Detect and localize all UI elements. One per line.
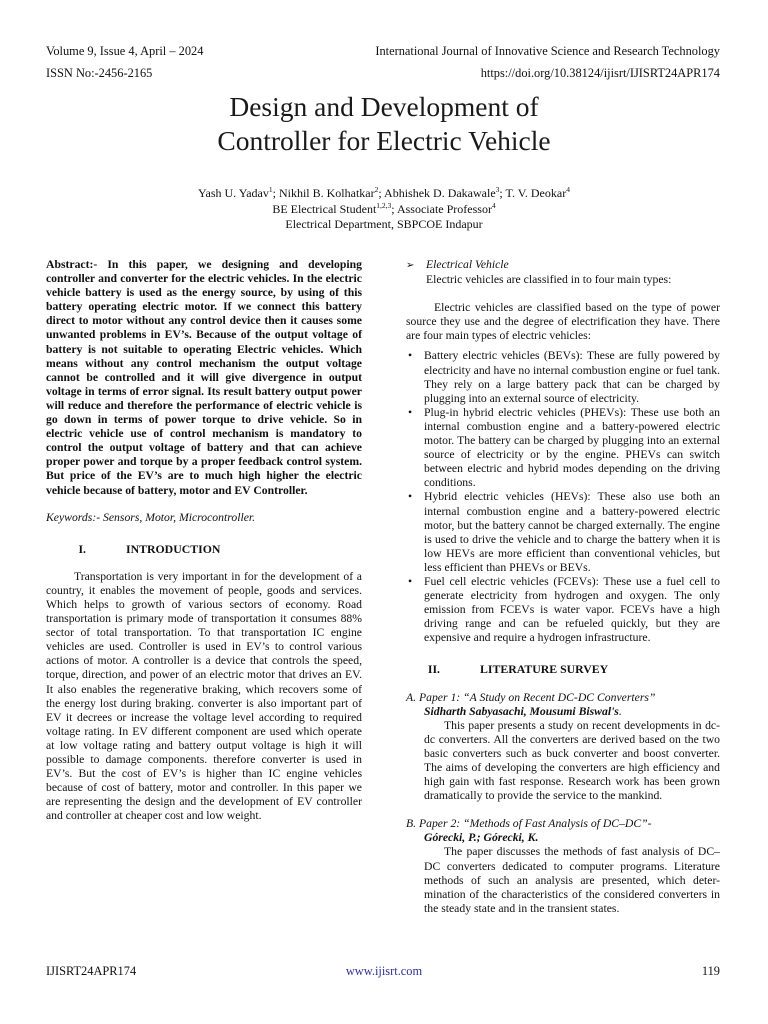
author-name: ; Abhishek D. Dakawale	[378, 186, 496, 200]
paper-2-authors: Górecki, P.; Górecki, K.	[424, 831, 539, 845]
author-sup: 3	[495, 185, 500, 194]
arrow-bullet-icon: ➢	[406, 260, 415, 271]
issn: ISSN No:-2456-2165	[46, 66, 153, 80]
list-item	[406, 349, 720, 405]
journal-name: International Journal of Innovative Science and Research Technology	[375, 44, 720, 58]
paper-1-author-end: .	[618, 704, 622, 718]
paper-1-label: A. Paper 1: “A Study on Recent DC-DC Converters”	[406, 690, 656, 704]
section-number: II.	[427, 662, 440, 677]
author-block	[0, 186, 768, 233]
list-item	[406, 490, 720, 575]
author-sup: 1	[268, 185, 273, 194]
paper-title	[0, 90, 768, 158]
volume-info: Volume 9, Issue 4, April – 2024	[46, 44, 204, 58]
bullet-icon: •	[408, 574, 413, 588]
author-name: ; T. V. Deokar	[499, 186, 567, 200]
section-heading-literature-survey	[406, 662, 720, 676]
keywords: Keywords:- Sensors, Motor, Microcontroller.	[46, 510, 256, 524]
bullet-icon: •	[408, 490, 413, 504]
right-column	[406, 258, 720, 916]
section-title: LITERATURE SURVEY	[480, 662, 609, 677]
ev-heading	[406, 258, 720, 273]
footer-site-link[interactable]: www.ijisrt.com	[345, 964, 423, 978]
role-text: ; Associate Professor	[391, 201, 492, 216]
author-name: ; Nikhil B. Kolhatkar	[272, 186, 375, 200]
author-name: Yash U. Yadav	[198, 186, 269, 200]
page-number: 119	[701, 964, 720, 978]
ev-paragraph: Electric vehicles are classified based on the type of power source they use and the degree of electrification they have. There are four main types of electric vehicles:	[406, 301, 720, 343]
affiliation: Electrical Department, SBPCOE Indapur	[285, 217, 483, 231]
ev-type-list	[406, 349, 720, 645]
left-column	[46, 258, 362, 823]
author-sup: 2	[374, 185, 379, 194]
introduction-body: Transportation is very important in for the development of a country, it enables the movement of people, goods and services. Which helps to growth of various sectors of economy. Road transportation is primary mode of transportation it consumes 88% sector of total transportation. To that transportation IC engine vehicles are used. Controller is used in EV’s to control various actions of motor. A controller is a device that controls the speed, torque, direction, and power of an electric motor that drives an EV. It also enables the regenerative braking, which recovers some of the energy lost during braking. converter is also important part of EV it decrees or increase the voltage level according to required voltage rating. In EV different component are used which operate at low voltage rating and battery output voltage is high it will possible to damage components. therefore converter is used in EV’s. But the cost of EV’s is higher than IC engine vehicles because of cost of battery, motor and controller. In this paper we are representing the design and the development of EV controller and controller at cheaper cost and low weight.	[46, 569, 362, 823]
bullet-icon: •	[408, 405, 413, 419]
ev-heading-text: Electrical Vehicle	[426, 258, 509, 271]
section-title: INTRODUCTION	[126, 541, 221, 556]
role-sup: 4	[491, 200, 496, 210]
ev-subheading: Electric vehicles are classified in to four main types:	[426, 273, 672, 287]
paper-1-body: This paper presents a study on recent developments in dc-dc converters. All the converters are derived based on the two basic converters such as buck converter and boost converter. The aims of developing the converters are high efficiency and high gain with fast response. Research work has been grown dramatically to provide the service to the mankind.	[424, 718, 720, 803]
paper-2-label: B. Paper 2: “Methods of Fast Analysis of DC–DC”-	[406, 817, 652, 831]
title-line-2: Controller for Electric Vehicle	[217, 125, 551, 156]
paper-2-body: The paper discusses the methods of fast analysis of DC–DC converters dedicated to computer programs. Literature methods of such an analysis are presented, which deter-mination of the characteristics of the considered converters in the steady state and in the transient states.	[424, 845, 720, 915]
role-text: BE Electrical Student	[272, 201, 377, 216]
role-sup: 1,2,3	[376, 200, 392, 210]
bullet-icon: •	[408, 349, 413, 363]
list-item-text: Plug-in hybrid electric vehicles (PHEVs): These use both an internal combustion engine and a battery-powered electric motor. The battery can be charged by plugging into an external source of electricity or by the engine. PHEVs can switch between electric and hybrid modes depending on the driving conditions.	[424, 405, 720, 490]
author-sup: 4	[566, 185, 570, 194]
paper-2-heading	[406, 817, 720, 845]
section-heading-introduction	[46, 542, 362, 556]
list-item	[406, 406, 720, 491]
list-item-text: Hybrid electric vehicles (HEVs): These also use both an internal combustion engine and a battery-powered electric motor, but the battery cannot be charged externally. The engine is used to drive the vehicle and to charge the battery when it is low HEVs are more efficient than conventional vehicles, but less efficient than PHEVs or BEVs.	[424, 490, 720, 574]
paper-1-heading	[406, 691, 720, 719]
author-list	[0, 186, 768, 202]
section-number: I.	[78, 541, 86, 556]
title-line-1: Design and Development of	[229, 91, 539, 122]
footer-code: IJISRT24APR174	[46, 964, 137, 978]
abstract: Abstract:- In this paper, we designing and developing controller and converter for the electric vehicles. In the electric vehicle battery is used as the energy source, by using of this battery operating electric motor. If we connect this battery direct to motor without any control device then it causes some unwanted problems in EV’s. Because of the output voltage of battery is not suitable to operating Electric vehicles. Which means without any control mechanism the output voltage cannot be controlled and it will give divergence in output voltage in terms of error signal. Its result battery output power will reduce and therefore the performance of electric vehicle is go down in terms of power torque to drive vehicle. So in electric vehicle use of control mechanism is mandatory to control the output voltage of battery and that can achieve proper power and torque by a proper feedback control system. But price of the EV’s are to much high higher the electric vehicle because of battery, motor and EV Controller.	[46, 258, 362, 497]
paper-1-authors	[406, 705, 720, 719]
paper-1-author-names: Sidharth Sabyasachi, Mousumi Biswal's	[424, 704, 619, 718]
list-item-text: Battery electric vehicles (BEVs): These are fully powered by electricity and have no internal combustion engine or fuel tank. They rely on a large battery pack that can be charged by plugging into an external source of electricity.	[424, 349, 720, 405]
doi-link[interactable]: https://doi.org/10.38124/ijisrt/IJISRT24APR174	[480, 66, 720, 80]
author-roles	[0, 202, 768, 218]
list-item-text: Fuel cell electric vehicles (FCEVs): These use a fuel cell to generate electricity from hydrogen and oxygen. The only emission from FCEVs is water vapor. FCEVs have a high driving range and can be refueled quickly, but they are expensive and require a hydrogen infrastructure.	[424, 574, 720, 645]
list-item	[406, 575, 720, 645]
